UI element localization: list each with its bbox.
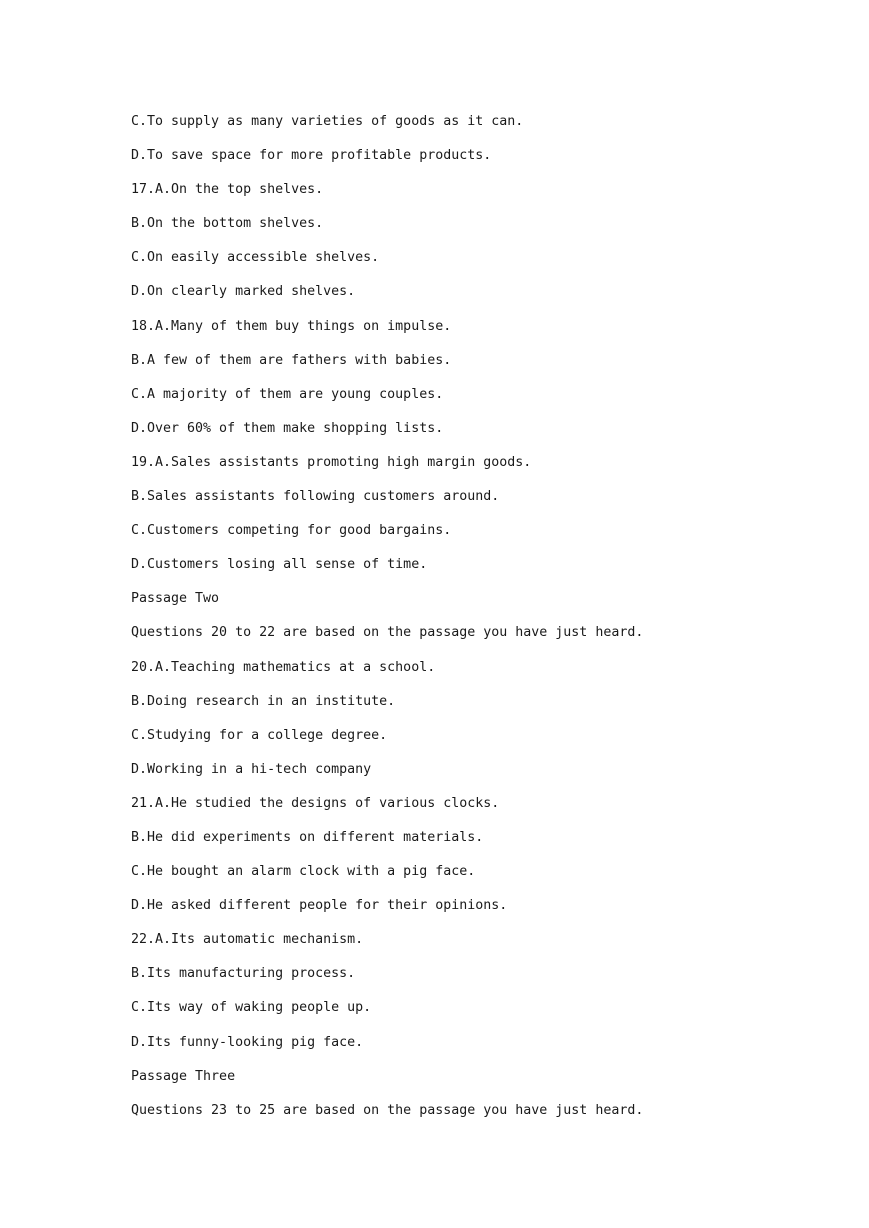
passage-two-instructions: Questions 20 to 22 are based on the passage you have just heard. bbox=[131, 625, 644, 641]
option-18-b: B.A few of them are fathers with babies. bbox=[131, 352, 452, 368]
option-18-a: 18.A.Many of them buy things on impulse. bbox=[131, 318, 452, 334]
option-19-c: C.Customers competing for good bargains. bbox=[131, 523, 452, 539]
option-20-d: D.Working in a hi-tech company bbox=[131, 761, 372, 777]
option-20-a: 20.A.Teaching mathematics at a school. bbox=[131, 659, 436, 675]
document-text-block bbox=[131, 112, 643, 1135]
option-22-b: B.Its manufacturing process. bbox=[131, 966, 356, 982]
option-17-c: C.On easily accessible shelves. bbox=[131, 250, 380, 266]
option-17-a: 17.A.On the top shelves. bbox=[131, 182, 324, 198]
option-18-c: C.A majority of them are young couples. bbox=[131, 386, 444, 402]
option-17-b: B.On the bottom shelves. bbox=[131, 216, 324, 232]
option-20-c: C.Studying for a college degree. bbox=[131, 727, 388, 743]
passage-three-instructions: Questions 23 to 25 are based on the passage you have just heard. bbox=[131, 1102, 644, 1118]
option-19-a: 19.A.Sales assistants promoting high margin goods. bbox=[131, 454, 532, 470]
option-18-d: D.Over 60% of them make shopping lists. bbox=[131, 420, 444, 436]
option-21-b: B.He did experiments on different materials. bbox=[131, 829, 484, 845]
option-21-a: 21.A.He studied the designs of various clocks. bbox=[131, 795, 500, 811]
option-20-b: B.Doing research in an institute. bbox=[131, 693, 396, 709]
option-22-c: C.Its way of waking people up. bbox=[131, 1000, 372, 1016]
option-19-d: D.Customers losing all sense of time. bbox=[131, 557, 428, 573]
option-19-b: B.Sales assistants following customers around. bbox=[131, 489, 500, 505]
passage-three-heading: Passage Three bbox=[131, 1068, 236, 1084]
option-21-d: D.He asked different people for their opinions. bbox=[131, 898, 508, 914]
option-21-c: C.He bought an alarm clock with a pig face. bbox=[131, 864, 476, 880]
passage-two-heading: Passage Two bbox=[131, 591, 220, 607]
option-16-d: D.To save space for more profitable products. bbox=[131, 148, 492, 164]
option-22-a: 22.A.Its automatic mechanism. bbox=[131, 932, 364, 948]
option-17-d: D.On clearly marked shelves. bbox=[131, 284, 356, 300]
option-16-c: C.To supply as many varieties of goods as it can. bbox=[131, 114, 524, 129]
option-22-d: D.Its funny-looking pig face. bbox=[131, 1034, 364, 1050]
